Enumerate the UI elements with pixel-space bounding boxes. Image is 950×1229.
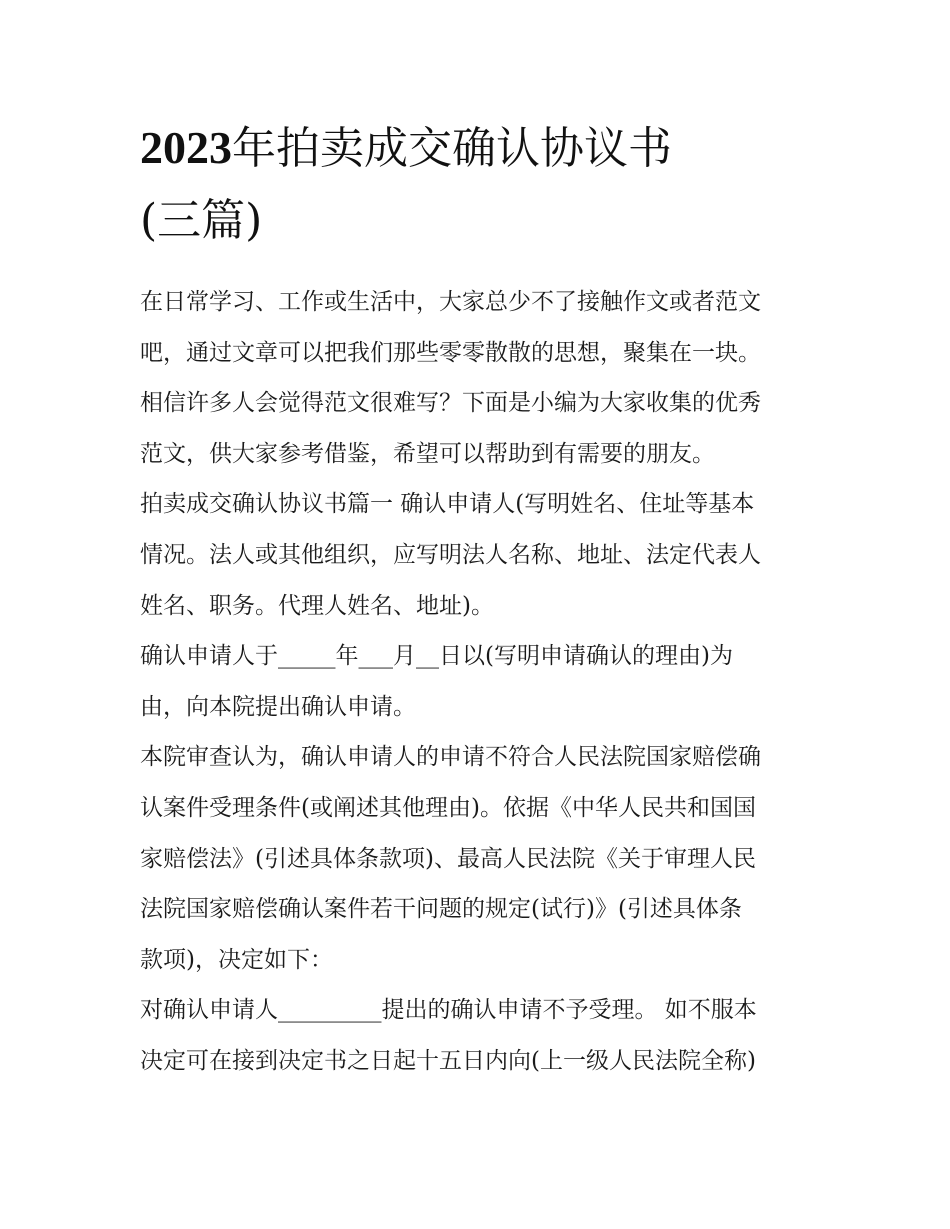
text-line: 家赔偿法》(引述具体条款项)、最高人民法院《关于审理人民 [140, 845, 756, 872]
text-line: 法院国家赔偿确认案件若干问题的规定(试行)》(引述具体条 [140, 896, 742, 923]
text-line: 确认申请人于_____年___月__日以(写明申请确认的理由)为 [140, 643, 733, 670]
title-year: 2023 [140, 122, 232, 173]
text-line: 款项)，决定如下： [140, 946, 333, 973]
title-line-2: (三篇) [140, 195, 263, 246]
document-body [140, 277, 820, 1087]
title-text: 年拍卖成交确认协议书 [232, 123, 672, 174]
text-line: 对确认申请人_________提出的确认申请不予受理。 如不服本 [140, 997, 757, 1024]
text-line: 相信许多人会觉得范文很难写？下面是小编为大家收集的优秀 [140, 390, 761, 417]
text-line: 范文，供大家参考借鉴，希望可以帮助到有需要的朋友。 [140, 440, 715, 467]
title-line-1 [140, 112, 820, 185]
text-line: 本院审查认为，确认申请人的申请不符合人民法院国家赔偿确 [140, 744, 761, 771]
document-title [140, 112, 820, 257]
text-line: 吧，通过文章可以把我们那些零零散散的思想，聚集在一块。 [140, 339, 761, 366]
text-line: 姓名、职务。代理人姓名、地址)。 [140, 592, 494, 619]
text-line: 情况。法人或其他组织，应写明法人名称、地址、法定代表人 [140, 541, 761, 568]
text-line: 由，向本院提出确认申请。 [140, 693, 416, 720]
text-line: 在日常学习、工作或生活中，大家总少不了接触作文或者范文 [140, 289, 761, 315]
text-line: 拍卖成交确认协议书篇一 确认申请人(写明姓名、住址等基本 [140, 491, 755, 518]
text-line: 认案件受理条件(或阐述其他理由)。依据《中华人民共和国国 [140, 794, 756, 821]
text-line: 决定可在接到决定书之日起十五日内向(上一级人民法院全称) [140, 1047, 756, 1074]
